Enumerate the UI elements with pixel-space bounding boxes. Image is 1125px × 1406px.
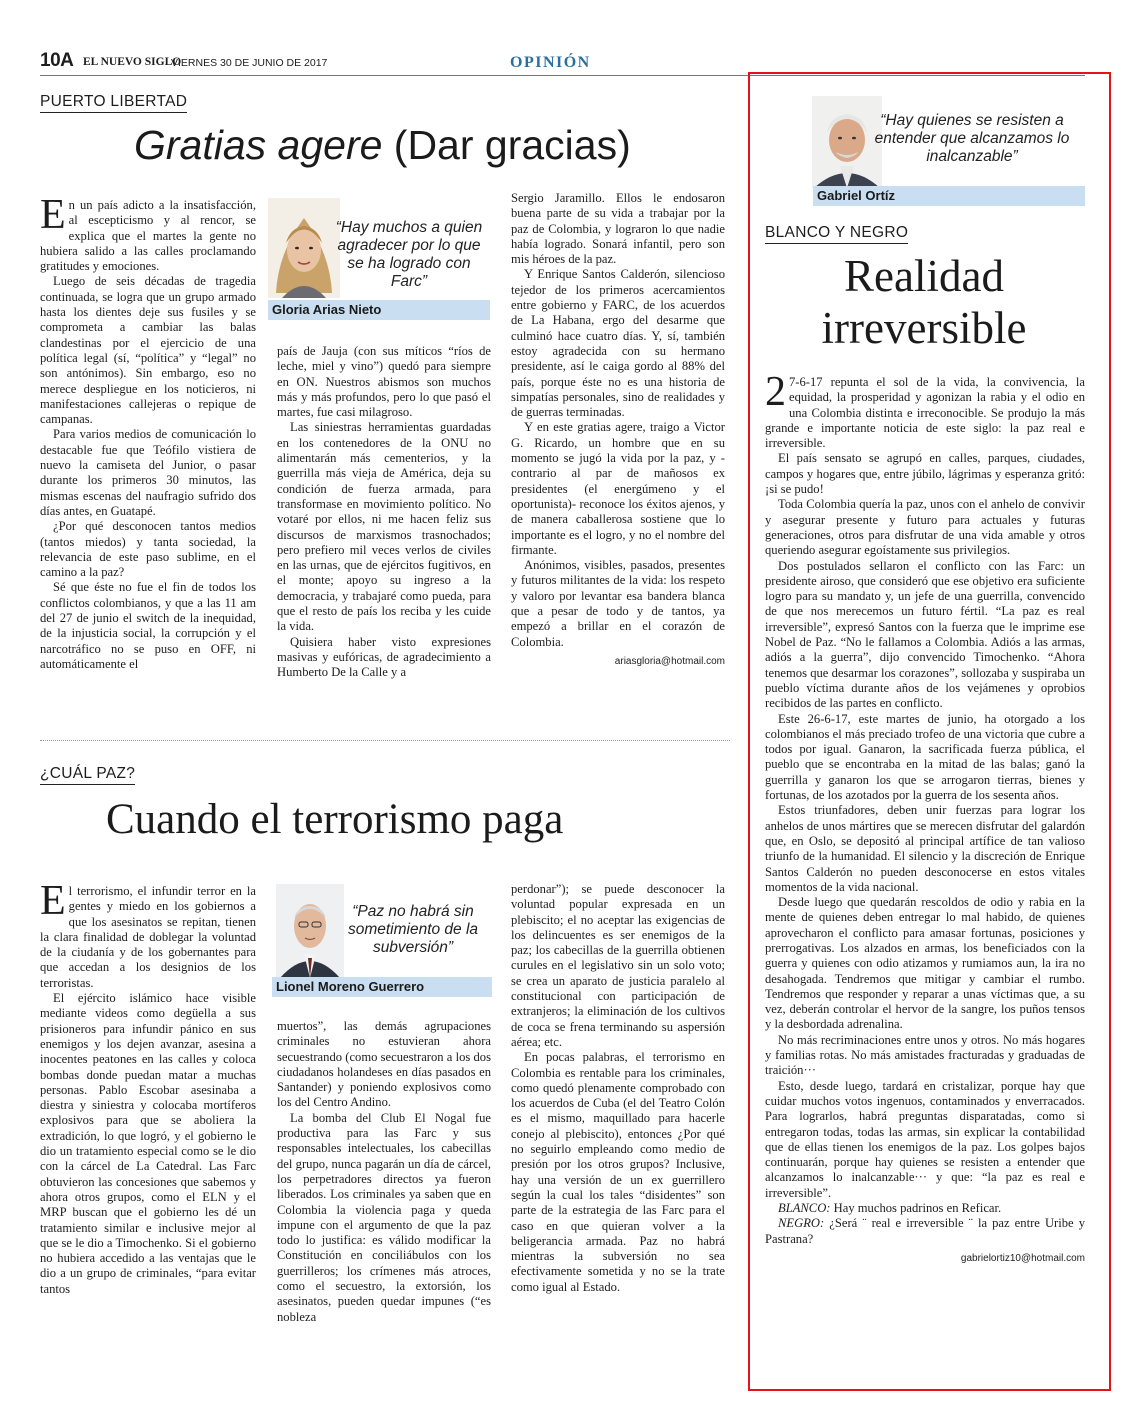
article1-author-email: ariasgloria@hotmail.com <box>614 655 725 667</box>
article1-paragraph: ¿Por qué desconocen tantos medios (tantos miedos) y tanta sociedad, la relevancia de este paso sublime, en el camino a la paz? <box>40 519 256 580</box>
highlight-box <box>748 72 1111 1391</box>
article3-paragraph: Este 26-6-17, este martes de junio, ha otorgado a los colombianos el más preciado trofeo de una victoria que cubre a todos por igual. Ganaron, la sacrificada fuerza pública, el pueblo que se encontraba en la mitad de las balas; ganó la guerrilla y ganaron los que se arrogaron tierras, bienes y fortunas, de los azotados por la guerra de los sesenta años. <box>765 711 1085 803</box>
article1-column-2 <box>277 344 491 681</box>
article1-paragraph: Para varios medios de comunicación lo destacable fue que Teófilo vistiera de nuevo la camiseta del Junior, o pasar durante los primeros 30 minutos, las mismas escenas del naufragio sufrido dos días antes, en Guatapé. <box>40 427 256 518</box>
article1-paragraph: Sé que éste no fue el fin de todos los conflictos colombianos, y que a las 11 am del 27 de junio el switch de la inequidad, de la injusticia social, la corrupción y el narcotráfico no se puso en OFF, ni automáticamente el <box>40 580 256 671</box>
article1-paragraph: Anónimos, visibles, pasados, presentes y futuros militantes de la vida: los respeto y valoro por levantar esa bandera blanca que a pesar de todo y de tantos, ya empezó a brillar en el corazón de Colombia. <box>511 558 725 649</box>
article3-paragraph: Esto, desde luego, tardará en cristalizar, porque hay que cuidar muchos votos ingenuos, contaminados y enverracados. Para lograrlos, habrá preguntas disparatadas, como si entregaron todas, todas las armas, sin explicar la contabilidad que de ellas tienen los enemigos de la paz. Los golpes bajos continuarán, porque hay quienes se resisten a entender que alcanzamos lo inalcanzable··· y que: “la paz es real e irreversible”. <box>765 1078 1085 1200</box>
article2-paragraph: La bomba del Club El Nogal fue productiva para las Farc y sus responsables intelectuales, los cabecillas del grupo, nunca pagarán un día de cárcel, los perpetradores directos ya fueron liberados. Los criminales ya saben que en Colombia la violencia paga y queda impune con el argumento de que la paz todo lo justifica: es válido modificar la Constitución en conciliábulos con los guerrilleros; los crímenes más atroces, como el secuestro, la extorsión, los asesinatos, pueden quedar impunes (“es nobleza <box>277 1110 491 1324</box>
article1-paragraph: Luego de seis décadas de tragedia continuada, se logra que un grupo armado hasta los dientes deje sus fusiles y se comprometa a cambiar las balas clandestinas por el ejercicio de una política legal (sí, “política” y “legal” no son antónimos). Sin embargo, eso no merece despliegue en los noticieros, ni manifestaciones callejeras o repique de campanas. <box>40 274 256 427</box>
section-title: OPINIÓN <box>510 54 591 71</box>
negro-label: NEGRO: <box>778 1216 825 1231</box>
article1-headline <box>134 122 631 169</box>
article2-pull-quote: “Paz no habrá sin sometimiento de la subversión” <box>347 903 479 956</box>
article1-kicker: PUERTO LIBERTAD <box>40 93 187 113</box>
author-photo-lionel-moreno <box>276 884 344 978</box>
article1-paragraph: Las siniestras herramientas guardadas en los contenedores de la ONU no alimentarán más cementerios, y la guerrilla más vieja de América, deja su condición de fuerza armada, para transformase en movimiento político. No votaré por ellos, ni me hacen feliz sus discursos de marxismos trasnochados; pero prefiero mil veces verlos de civiles en las urnas, que de ejércitos fugitivos, en el monte; apoyo su ingreso a la democracia, y trabajaré como pueda, para que el resto de país los reciba y les cuide la vida. <box>277 420 491 634</box>
article2-column-1 <box>40 878 256 1297</box>
article1-paragraph: n un país adicto a la insatisfacción, al escepticismo y al rencor, se explica que el martes la gente no hubiera salido a las calles proclamando gratitudes y emociones. <box>40 198 256 274</box>
article2-dropcap: E <box>40 878 66 924</box>
article2-paragraph: El ejército islámico hace visible mediante videos como degüella a sus prisioneros para infundir pánico en sus enemigos y los dejen avanzar, asesina a inocentes peatones en las calles y coloca bombas donde puedan matar a muchas personas. Pablo Escobar asesinaba a diestra y siniestra y colocaba mortíferos explosivos para que se aboliera la extradición, lo que logró, y el gobierno le dio un tratamiento especial como se le dio con la cárcel de La Catedral. Las Farc obtuvieron las concesiones que sabemos y ahora otros grupos, como el ELN y el MRP buscan que el gobierno les dé un tratamiento similar e inclusive mejor al que se le dio a Timochenko. Si el gobierno no hubiera accedido a las ventajas que le dio a un grupo de criminales, “para evitar tantos <box>40 991 256 1296</box>
article2-headline: Cuando el terrorismo paga <box>106 796 564 843</box>
issue-date: VIERNES 30 DE JUNIO DE 2017 <box>171 57 328 69</box>
article-divider <box>40 740 730 741</box>
article3-paragraph: Dos postulados sellaron el conflicto con las Farc: un presidente airoso, que consideró que ese objetivo era suficiente logro para su mandato y, un jefe de una guerrilla, convencido de que nos merecemos un futuro fértil. “La paz es real irreversible”, expresó Santos con la fuerza que le imprime ese Nobel de Paz. “No le fallamos a Colombia. Adiós a las armas, adiós a la guerra”, dijo convencido Timochenko. “Ahora tenemos que desarmar los corazones”, sollozaba y suspiraba un pueblo víctima durante años de los vejámenes y oprobios recibidos de las partes en conflicto. <box>765 558 1085 711</box>
article2-paragraph: muertos”, las demás agrupaciones criminales no estuvieran ahora secuestrando (como secuestraron a los dos ciudadanos holandeses en días pasados en Santander) y poniendo explosivos como los del Centro Andino. <box>277 1019 491 1110</box>
article2-column-2 <box>277 1019 491 1325</box>
article3-headline-line2: irreversible <box>821 303 1027 353</box>
article1-column-3 <box>511 191 725 669</box>
article1-paragraph: país de Jauja (con sus míticos “ríos de leche, miel y vino”) quedó para siempre en ON. Nuestros abismos son muchos más y más profundos, pero lo que pasó el martes, fue casi milagroso. <box>277 344 491 420</box>
article3-paragraph: Toda Colombia quería la paz, unos con el anhelo de convivir y asegurar presente y futuro para actuales y futuras generaciones, otros para disfrutar de una vida amable y otros queriendo asegurar egoístamente sus privilegios. <box>765 497 1085 558</box>
article1-paragraph: Y en este gratias agere, traigo a Victor G. Ricardo, un hombre que en su momento se jugó la vida por la paz, y -contrario al par de mañosos ex presidentes (el energúmeno y el oportunista)- reconoce los éxitos ajenos, y de manera caballerosa sostiene que lo importante es el logro, y no el nombre del firmante. <box>511 420 725 557</box>
article3-paragraph: Estos triunfadores, deben unir fuerzas para lograr los anhelos de unos mártires que se merecen disfrutar del galardón que, en Oslo, se depositó al principal artífice de tan valioso triunfo de la humanidad. El silencio y la discreción de Enrique Santos Calderón no pueden desconocerse en estos vitales momentos de la vida nacional. <box>765 803 1085 894</box>
article3-pull-quote: “Hay quienes se resisten a entender que alcanzamos lo inalcanzable” <box>874 112 1070 165</box>
article3-paragraph: Desde luego que quedarán rescoldos de odio y rabia en la mente de quienes deben entregar lo mal habido, de quienes aprovecharon el conflicto para amasar fortunas, posiciones y prerrogativas. Los alzados en armas, los beneficiados con la guerra y quienes con odio atizamos y rumiamos aun, la ira no desahogada. Tendremos que mitigar y cambiar el rumbo. Tendremos que responder y reparar a unas víctimas que, a su vez, deberán controlar el hervor de la sangre, los puños tensos y la desbordada adrenalina. <box>765 895 1085 1032</box>
article1-column-1 <box>40 192 256 672</box>
article2-kicker: ¿CUÁL PAZ? <box>40 765 135 785</box>
article3-paragraph: El país sensato se agrupó en calles, parques, ciudades, campos y hogares que, entre júbilo, lágrimas y esperanza gritó: ¡si se pudo! <box>765 451 1085 497</box>
article3-headline-line1: Realidad <box>844 251 1004 301</box>
newspaper-name: EL NUEVO SIGLO <box>83 56 182 68</box>
article3-author-name: Gabriel Ortíz <box>813 186 1085 206</box>
article1-paragraph: Quisiera haber visto expresiones masivas y eufóricas, de agradecimiento a Humberto De la Calle y a <box>277 634 491 680</box>
article3-author-email: gabrielortiz10@hotmail.com <box>960 1252 1085 1264</box>
page-number: 10A <box>40 50 74 71</box>
article2-paragraph: l terrorismo, el infundir terror en la gentes y miedo en los gobiernos a que los asesinatos se repitan, tienen la clara finalidad de doblegar la voluntad de la ciudanía y de los gobernantes para que accedan a los designios de los terroristas. <box>40 884 256 990</box>
article1-paragraph: Sergio Jaramillo. Ellos le endosaron buena parte de su vida a trabajar por la paz de Colombia, y lograron lo que nadie había logrado. Sonará infantil, pero son mis héroes de la paz. <box>511 191 725 267</box>
article1-paragraph: Y Enrique Santos Calderón, silencioso tejedor de los primeros acercamientos entre gobierno y FARC, de los acuerdos de La Habana, ergo del desarme que culminó hace cuatro días. Y, sí, también estoy agradecida con su hermano presidente, así le caiga gordo al 88% del país, porque éste no es una historia de simpatías personales, sino de realidades y de guerras terminadas. <box>511 267 725 420</box>
article2-paragraph: En pocas palabras, el terrorismo en Colombia es rentable para los criminales, como quedó plenamente comprobado con los acuerdos de Cuba (el del Teatro Colón es el mismo, maquillado para hacerle conejo al plebiscito), entonces ¿Por qué no seguirlo empleando como medio de presión por los otros grupos? Inclusive, hay una versión de un ex guerrillero según la cual los tales “disidentes” son parte de la estrategia de las Farc para el caso en que quieran volver a la beligerancia armada. Paz no habrá mientras la subversión no sea efectivamente sometida y no se la trate como igual al Estado. <box>511 1050 725 1294</box>
article1-headline-translation: (Dar gracias) <box>382 122 631 168</box>
article1-dropcap: E <box>40 192 66 238</box>
article3-paragraph: 7-6-17 repunta el sol de la vida, la convivencia, la equidad, la prosperidad y agonizan la rabia y el odio en una Colombia distinta e irreconocible. Se produjo la más grande e importante noticia de este siglo: la paz real e irreversible. <box>765 375 1085 451</box>
article3-kicker: BLANCO Y NEGRO <box>765 224 908 244</box>
negro-text: ¿Será ¨ real e irreversible ¨ la paz entre Uribe y Pastrana? <box>765 1216 1085 1246</box>
article2-paragraph: perdonar”); se puede desconocer la voluntad popular expresada en un plebiscito; el no aceptar las exigencias de los delincuentes es ser enemigos de la paz; los cabecillas de la guerrilla obtienen curules en el legislativo sin un solo voto; se crea un aparato de justicia paralelo al constitucional con participación de extranjeros; la eliminación de los cultivos de coca se frena terminando su aspersión aérea; etc. <box>511 882 725 1049</box>
article2-author-name: Lionel Moreno Guerrero <box>272 977 492 997</box>
blanco-label: BLANCO: <box>778 1201 831 1216</box>
article1-author-name: Gloria Arias Nieto <box>268 300 490 320</box>
article2-column-3 <box>511 882 725 1295</box>
article3-paragraph: No más recriminaciones entre unos y otros. No más hogares y familias rotas. No más amistades fracturadas y graduadas de traición··· <box>765 1032 1085 1078</box>
article1-headline-latin: Gratias agere <box>134 122 383 168</box>
blanco-text: Hay muchos padrinos en Reficar. <box>830 1201 1002 1216</box>
article1-pull-quote: “Hay muchos a quien agradecer por lo que se ha logrado con Farc” <box>335 219 483 290</box>
article3-dropcap: 2 <box>765 369 786 415</box>
